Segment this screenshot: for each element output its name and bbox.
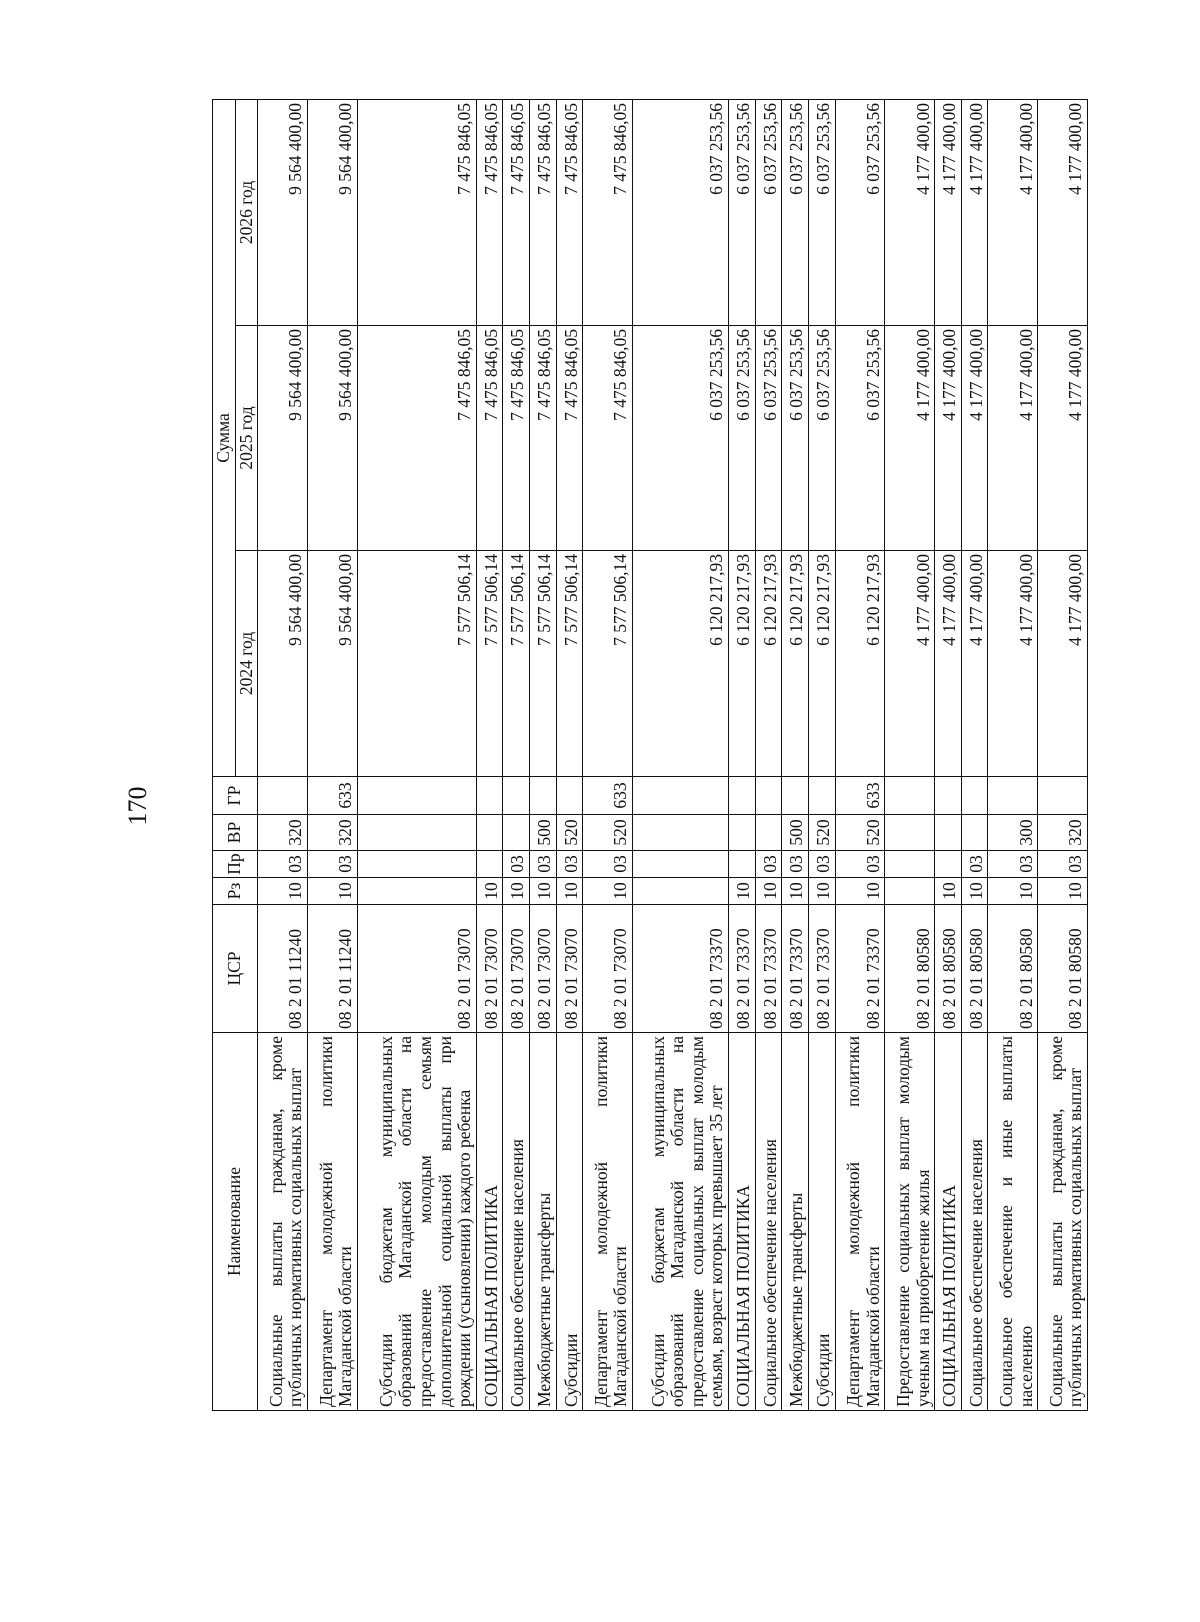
table-row [885,99,935,1410]
row-rz: 10 [988,878,1038,905]
row-name: Социальные выплаты гражданам, кроме публичных нормативных социальных выплат [1038,1033,1088,1411]
row-2025: 6 037 253,56 [633,326,729,551]
row-pr: 03 [755,851,782,878]
row-vr: 500 [782,815,809,851]
row-2025: 6 037 253,56 [782,326,809,551]
row-2024: 6 120 217,93 [633,551,729,777]
row-gr [476,777,503,815]
row-pr: 03 [808,851,835,878]
row-gr [782,777,809,815]
row-csr: 08 2 01 73370 [808,905,835,1033]
row-csr: 08 2 01 73070 [503,905,530,1033]
row-2026: 6 037 253,56 [808,99,835,325]
row-csr: 08 2 01 80580 [961,905,988,1033]
row-2025: 4 177 400,00 [1038,326,1088,551]
row-pr: 03 [583,851,633,878]
row-2024: 6 120 217,93 [782,551,809,777]
row-2024: 6 120 217,93 [755,551,782,777]
table-row [782,99,809,1410]
header-vr: ВР [213,815,258,851]
table-row [530,99,557,1410]
table-row [307,99,357,1410]
row-vr [885,815,935,851]
table-row [633,99,729,1410]
row-2024: 4 177 400,00 [1038,551,1088,777]
header-2026: 2026 год [235,99,258,325]
row-2026: 6 037 253,56 [633,99,729,325]
row-gr [988,777,1038,815]
row-rz: 10 [729,878,756,905]
row-csr: 08 2 01 80580 [988,905,1038,1033]
row-name: Субсидии [808,1033,835,1411]
row-rz [633,878,729,905]
row-rz: 10 [583,878,633,905]
row-2025: 7 475 846,05 [357,326,476,551]
table-row [503,99,530,1410]
table-header [213,99,258,1410]
row-rz: 10 [935,878,962,905]
row-2024: 4 177 400,00 [885,551,935,777]
row-rz [357,878,476,905]
row-gr [808,777,835,815]
row-name: СОЦИАЛЬНАЯ ПОЛИТИКА [729,1033,756,1411]
row-pr: 03 [835,851,885,878]
row-pr [476,851,503,878]
row-2026: 7 475 846,05 [357,99,476,325]
row-csr: 08 2 01 73370 [633,905,729,1033]
table-row [755,99,782,1410]
row-pr [729,851,756,878]
row-2026: 7 475 846,05 [556,99,583,325]
row-csr: 08 2 01 73070 [357,905,476,1033]
row-pr [885,851,935,878]
header-rz: Рз [213,878,258,905]
row-gr [503,777,530,815]
row-2026: 9 564 400,00 [307,99,357,325]
header-gr: ГР [213,777,258,815]
table-row [808,99,835,1410]
row-2024: 7 577 506,14 [503,551,530,777]
row-2024: 7 577 506,14 [357,551,476,777]
row-2026: 4 177 400,00 [961,99,988,325]
row-2024: 9 564 400,00 [258,551,308,777]
row-2026: 4 177 400,00 [885,99,935,325]
row-name: Социальное обеспечение населения [503,1033,530,1411]
row-vr [935,815,962,851]
row-vr: 320 [258,815,308,851]
row-pr: 03 [307,851,357,878]
row-vr: 300 [988,815,1038,851]
header-2024: 2024 год [235,551,258,777]
row-2026: 6 037 253,56 [782,99,809,325]
row-2026: 7 475 846,05 [476,99,503,325]
row-name: СОЦИАЛЬНАЯ ПОЛИТИКА [476,1033,503,1411]
row-vr: 320 [1038,815,1088,851]
row-2024: 6 120 217,93 [729,551,756,777]
row-2026: 6 037 253,56 [755,99,782,325]
row-gr [961,777,988,815]
row-gr [755,777,782,815]
row-rz: 10 [503,878,530,905]
budget-table [212,99,1088,1411]
row-csr: 08 2 01 73370 [755,905,782,1033]
row-gr [935,777,962,815]
row-2026: 7 475 846,05 [583,99,633,325]
page-number: 170 [123,786,152,826]
row-vr [961,815,988,851]
table-row [357,99,476,1410]
row-gr: 633 [307,777,357,815]
row-name: Социальные выплаты гражданам, кроме публичных нормативных социальных выплат [258,1033,308,1411]
row-2025: 6 037 253,56 [808,326,835,551]
row-name: СОЦИАЛЬНАЯ ПОЛИТИКА [935,1033,962,1411]
row-2025: 9 564 400,00 [258,326,308,551]
row-2025: 7 475 846,05 [556,326,583,551]
row-rz: 10 [808,878,835,905]
row-vr: 520 [835,815,885,851]
row-2024: 4 177 400,00 [988,551,1038,777]
row-name: Субсидии бюджетам муниципальных образований Магаданской области на предоставление социальных выплат молодым семьям, возраст которых превышает 35 лет [633,1033,729,1411]
row-csr: 08 2 01 73070 [530,905,557,1033]
row-vr [503,815,530,851]
row-rz: 10 [1038,878,1088,905]
row-2025: 7 475 846,05 [503,326,530,551]
row-name: Межбюджетные трансферты [530,1033,557,1411]
row-rz: 10 [755,878,782,905]
row-name: Субсидии бюджетам муниципальных образований Магаданской области на предоставление молодым семьям дополнительной социальной выплаты при рождении (усыновлении) каждого ребенка [357,1033,476,1411]
row-rz [885,878,935,905]
header-sum: Сумма [213,99,236,776]
table-row [476,99,503,1410]
row-csr: 08 2 01 80580 [935,905,962,1033]
row-csr: 08 2 01 11240 [258,905,308,1033]
row-rz: 10 [307,878,357,905]
row-vr: 520 [583,815,633,851]
table-row [988,99,1038,1410]
row-2024: 6 120 217,93 [808,551,835,777]
row-2026: 4 177 400,00 [988,99,1038,325]
row-pr: 03 [988,851,1038,878]
row-name: Департамент молодежной политики Магаданской области [307,1033,357,1411]
row-2026: 4 177 400,00 [1038,99,1088,325]
row-rz: 10 [258,878,308,905]
row-gr [1038,777,1088,815]
row-csr: 08 2 01 80580 [1038,905,1088,1033]
table-row [935,99,962,1410]
row-rz: 10 [476,878,503,905]
row-vr: 320 [307,815,357,851]
row-gr [729,777,756,815]
row-2024: 4 177 400,00 [961,551,988,777]
row-pr: 03 [530,851,557,878]
row-rz: 10 [556,878,583,905]
row-rz: 10 [782,878,809,905]
row-name: Межбюджетные трансферты [782,1033,809,1411]
row-rz: 10 [961,878,988,905]
header-name: Наименование [213,1033,258,1411]
row-gr [556,777,583,815]
row-2025: 4 177 400,00 [988,326,1038,551]
row-csr: 08 2 01 73370 [729,905,756,1033]
row-rz: 10 [530,878,557,905]
row-pr [357,851,476,878]
table-row [258,99,308,1410]
row-2024: 6 120 217,93 [835,551,885,777]
table-row [1038,99,1088,1410]
table-row [835,99,885,1410]
row-name: Субсидии [556,1033,583,1411]
row-2026: 9 564 400,00 [258,99,308,325]
row-2024: 7 577 506,14 [556,551,583,777]
row-2024: 9 564 400,00 [307,551,357,777]
row-name: Департамент молодежной политики Магаданской области [583,1033,633,1411]
row-pr: 03 [258,851,308,878]
row-vr [633,815,729,851]
row-gr [258,777,308,815]
row-name: Социальное обеспечение населения [961,1033,988,1411]
row-2026: 4 177 400,00 [935,99,962,325]
row-pr: 03 [503,851,530,878]
row-2026: 6 037 253,56 [835,99,885,325]
row-name: Социальное обеспечение и иные выплаты населению [988,1033,1038,1411]
row-vr [476,815,503,851]
row-pr: 03 [556,851,583,878]
row-2025: 6 037 253,56 [729,326,756,551]
row-csr: 08 2 01 73370 [835,905,885,1033]
row-2024: 7 577 506,14 [530,551,557,777]
header-csr: ЦСР [213,905,258,1033]
row-name: Социальное обеспечение населения [755,1033,782,1411]
header-2025: 2025 год [235,326,258,551]
row-2024: 7 577 506,14 [476,551,503,777]
row-gr [357,777,476,815]
row-vr [357,815,476,851]
row-2025: 7 475 846,05 [583,326,633,551]
row-vr: 520 [808,815,835,851]
row-2026: 6 037 253,56 [729,99,756,325]
rotated-table-wrapper [212,100,1088,1411]
row-gr [633,777,729,815]
row-2025: 7 475 846,05 [476,326,503,551]
row-csr: 08 2 01 73070 [476,905,503,1033]
row-gr [530,777,557,815]
table-body [258,99,1088,1410]
row-csr: 08 2 01 11240 [307,905,357,1033]
row-csr: 08 2 01 73370 [782,905,809,1033]
row-vr [755,815,782,851]
row-2024: 4 177 400,00 [935,551,962,777]
table-row [729,99,756,1410]
row-2025: 6 037 253,56 [835,326,885,551]
row-rz: 10 [835,878,885,905]
row-csr: 08 2 01 80580 [885,905,935,1033]
row-vr: 520 [556,815,583,851]
row-2026: 7 475 846,05 [530,99,557,325]
row-gr [885,777,935,815]
row-gr: 633 [583,777,633,815]
row-pr: 03 [1038,851,1088,878]
table-row [961,99,988,1410]
row-csr: 08 2 01 73070 [556,905,583,1033]
row-name: Предоставление социальных выплат молодым ученым на приобретение жилья [885,1033,935,1411]
row-2025: 4 177 400,00 [935,326,962,551]
row-2025: 4 177 400,00 [885,326,935,551]
row-2025: 6 037 253,56 [755,326,782,551]
row-vr: 500 [530,815,557,851]
row-vr [729,815,756,851]
row-pr [633,851,729,878]
row-csr: 08 2 01 73070 [583,905,633,1033]
row-2025: 7 475 846,05 [530,326,557,551]
row-pr [935,851,962,878]
row-pr: 03 [961,851,988,878]
row-2024: 7 577 506,14 [583,551,633,777]
row-2026: 7 475 846,05 [503,99,530,325]
row-pr: 03 [782,851,809,878]
row-2025: 4 177 400,00 [961,326,988,551]
table-row [583,99,633,1410]
row-name: Департамент молодежной политики Магаданской области [835,1033,885,1411]
row-gr: 633 [835,777,885,815]
row-2025: 9 564 400,00 [307,326,357,551]
header-pr: Пр [213,851,258,878]
table-row [556,99,583,1410]
